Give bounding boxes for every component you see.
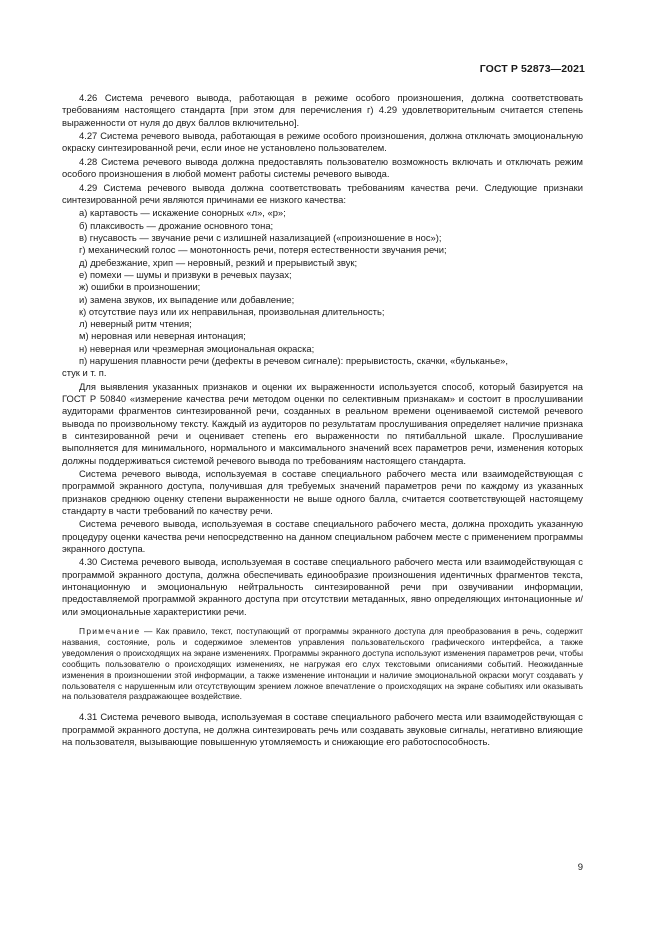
workplace-assessment-paragraph: Система речевого вывода, используемая в составе специального рабочего места, должна проходить указанную процедуру оценки качества речи непосредственно на данном специальном рабочем месте с применением программы экранного доступа.	[62, 518, 583, 554]
clause-4-30: 4.30 Система речевого вывода, используемая в составе специального рабочего места или взаимодействующая с программой экранного доступа, должна обеспечивать единообразие произношения идентичных фрагментов текста, интонационную и эмоциональную нейтральность синтезированной речи при озвучивании информации, предоставляемой программой экранного доступа при отсутствии метаданных, явно определяющих интонационные и/или эмоциональные характеристики речи.	[62, 556, 583, 617]
list-item: м) неровная или неверная интонация;	[79, 330, 246, 342]
list-item: а) картавость — искажение сонорных «л», «р»;	[79, 207, 286, 219]
list-item: и) замена звуков, их выпадение или добавление;	[79, 293, 295, 305]
list-item: л) неверный ритм чтения;	[79, 318, 192, 330]
conformance-paragraph: Система речевого вывода, используемая в составе специального рабочего места или взаимодействующая с программой экранного доступа, получившая для требуемых значений параметров речи по каждому из указанных признаков среднюю оценку степени выраженности не выше одного балла, считается соответствующей настоящему стандарту в части требований по качеству речи.	[62, 468, 583, 516]
note-label: Примечание	[79, 625, 141, 636]
note-text: — Как правило, текст, поступающий от программы экранного доступа для преобразования в речь, содержит названия, состояние, роль и содержимое элементов управления пользовательского графического интерфейса, а также уведомления о происходящих на экране изменениях. Программы экранного доступа используют изменения параметров речи, чтобы сообщить пользователю о происходящих изменениях, не нагружая его слух текстовыми описаниями событий. Неожиданные изменения в произношении этой информации, а также изменение интонации и наличие эмоциональной окраски могут создавать у пользователя с нарушенным или отсутствующим зрением ложное впечатление о происходящих на экране событиях или оказывать на пользователя раздражающее воздействие.	[62, 625, 583, 702]
list-item: п) нарушения плавности речи (дефекты в речевом сигнале): прерывистость, скачки, «бульканье»,	[79, 354, 508, 366]
clause-4-31: 4.31 Система речевого вывода, используемая в составе специального рабочего места или взаимодействующая с программой экранного доступа, не должна синтезировать речь или создавать звуковые сигналы, негативно влияющие на пользователя, вызывающие повышенную утомляемость и снижающие его работоспособность.	[62, 711, 583, 747]
clause-4-28: 4.28 Система речевого вывода должна предоставлять пользователю возможность включать и отключать режим особого произношения в любой момент работы системы речевого вывода.	[62, 155, 583, 180]
list-item: е) помехи — шумы и призвуки в речевых паузах;	[79, 268, 292, 280]
list-item: г) механический голос — монотонность речи, потеря естественности звучания речи;	[79, 244, 447, 256]
list-item: ж) ошибки в произношении;	[79, 281, 201, 293]
page-number: 9	[577, 862, 583, 873]
list-item: н) неверная или чрезмерная эмоциональная окраска;	[79, 342, 315, 354]
clause-4-26: 4.26 Система речевого вывода, работающая в режиме особого произношения, должна соответствовать требованиям настоящего стандарта [при этом для перечисления г) 4.29 удовлетворительным считается степень выраженности от нуля до двух баллов включительно].	[62, 92, 583, 128]
list-item: в) гнусавость — звучание речи с излишней назализацией («произношение в нос»);	[79, 232, 442, 244]
list-item: д) дребезжание, хрип — неровный, резкий и прерывистый звук;	[79, 256, 358, 268]
note	[62, 626, 583, 702]
document-code: ГОСТ Р 52873—2021	[479, 63, 585, 75]
clause-4-29: 4.29 Система речевого вывода должна соответствовать требованиям качества речи. Следующие признаки синтезированной речи являются причинами ее низкого качества:	[62, 181, 583, 205]
clause-4-27: 4.27 Система речевого вывода, работающая в режиме особого произношения, должна отключать эмоциональную окраску синтезированной речи, если иное не установлено пользователем.	[62, 130, 583, 154]
list-item: б) плаксивость — дрожание основного тона;	[79, 219, 274, 231]
list-item: к) отсутствие пауз или их неправильная, произвольная длительность;	[79, 305, 385, 317]
document-body	[62, 92, 583, 749]
defect-list	[62, 207, 583, 379]
list-item-continuation: стук и т. п.	[62, 367, 107, 379]
assessment-method-paragraph: Для выявления указанных признаков и оценки их выраженности используется способ, который базируется на ГОСТ Р 50840 «измерение качества речи методом оценки по селективным признакам» и состоит в прослушивании аудиторами фрагментов синтезированной речи, созданных в реальном времени оцениваемой системой речевого вывода по произвольному тексту. Каждый из аудиторов по результатам прослушивания определяет наличие признака в синтезированной речи и оценивает степень его выраженности по пятибалльной шкале. Прослушивание выполняется для минимального, нормального и максимального значений всех параметров речи, изменения которых должны поддерживаться системой речевого вывода по требованиям настоящего стандарта.	[62, 380, 583, 466]
